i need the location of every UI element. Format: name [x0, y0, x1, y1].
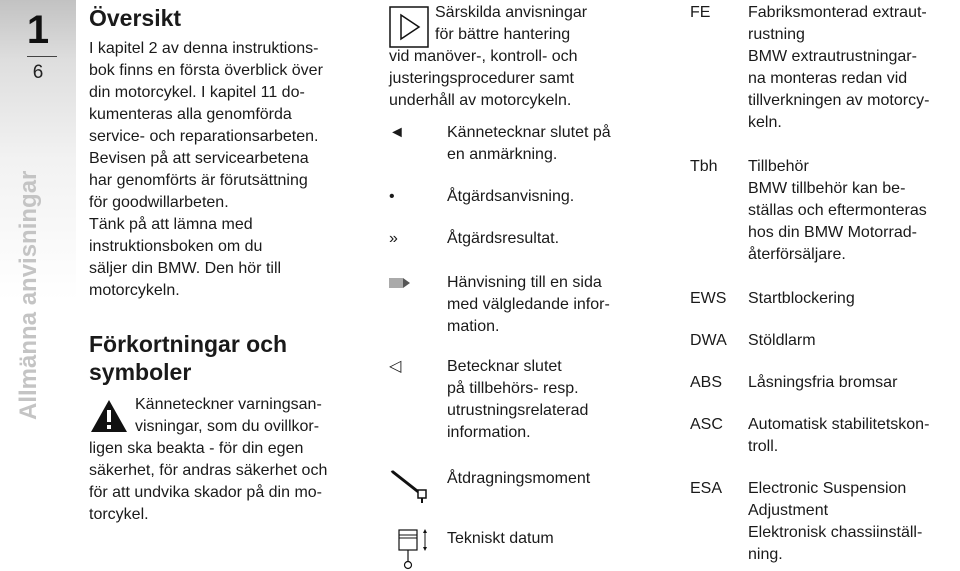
torque-wrench-icon [389, 464, 431, 504]
warning-explanation [89, 394, 371, 526]
triangle-left-filled-icon: ◄ [389, 124, 405, 141]
symbol-description: Åtgärdsanvisning. [447, 188, 575, 205]
symbols-heading: Förkortningar och symboler [89, 331, 288, 385]
abbreviation-key: Tbh [690, 158, 718, 175]
special-note-explanation [389, 2, 669, 112]
symbol-description: Tekniskt datum [447, 530, 554, 547]
abbreviation-key: DWA [690, 332, 727, 349]
abbreviation-key: EWS [690, 290, 727, 307]
abbreviation-key: ESA [690, 480, 723, 497]
special-note-icon [389, 6, 429, 48]
abbreviation-meaning: Stöldlarm [748, 332, 816, 349]
double-chevron-icon: » [389, 230, 398, 247]
abbreviation-meaning: Automatisk stabilitetskon- troll. [748, 416, 930, 455]
warning-text: Känneteckner varningsan- visningar, som du ovillkor- ligen ska beakta - för din egen säkerhet, för andras säkerhet och för att undvika skador på din mo- torcykel. [89, 396, 328, 523]
abbreviation-meaning: Startblockering [748, 290, 855, 307]
abbreviation-key: FE [690, 4, 711, 21]
section-title-vertical: Allmänna anvisningar [15, 170, 42, 420]
special-note-text: Särskilda anvisningar för bättre hantering vid manöver-, kontroll- och justeringsprocedurer samt underhåll av motorcykeln. [389, 4, 588, 109]
overview-text: I kapitel 2 av denna instruktions- bok finns en första överblick över din motorcykel. I kapitel 11 do- kumenteras alla genomförda service- och reparationsarbeten. Bevisen på att servicearbetena har genomförts är förutsättning för goodwillarbeten. Tänk på att lämna med instruktionsboken om du säljer din BMW. Den hör till motorcykeln. [89, 40, 323, 299]
page-reference-arrow-icon [389, 277, 411, 289]
symbol-description: Åtgärdsresultat. [447, 230, 560, 247]
abbreviation-key: ABS [690, 374, 723, 391]
abbreviation-meaning: Fabriksmonterad extraut- rustning BMW extrautrustningar- na monteras redan vid tillverkningen av motorcy- keln. [748, 4, 930, 131]
bullet-icon: • [389, 188, 395, 205]
symbol-description: Kännetecknar slutet på en anmärkning. [447, 124, 611, 163]
triangle-left-outline-icon: ◁ [389, 358, 402, 375]
overview-title: Översikt [89, 5, 182, 31]
chapter-number: 1 [26, 8, 50, 52]
piston-icon [395, 528, 431, 570]
chapter-divider [27, 56, 57, 57]
abbreviation-key: ASC [690, 416, 723, 433]
abbreviation-meaning: Låsningsfria bromsar [748, 374, 898, 391]
abbreviation-meaning: Tillbehör BMW tillbehör kan be- ställas och eftermonteras hos din BMW Motorrad- återförsäljare. [748, 158, 927, 263]
symbol-description: Betecknar slutet på tillbehörs- resp. utrustningsrelaterad information. [447, 358, 589, 441]
overview-section [89, 4, 371, 302]
page-number: 6 [32, 62, 44, 83]
abbreviation-meaning: Electronic Suspension Adjustment Elektronisk chassiinställ- ning. [748, 480, 923, 563]
symbol-description: Hänvisning till en sida med välgledande infor- mation. [447, 274, 610, 335]
symbol-description: Åtdragningsmoment [447, 470, 591, 487]
warning-triangle-icon [89, 398, 129, 434]
